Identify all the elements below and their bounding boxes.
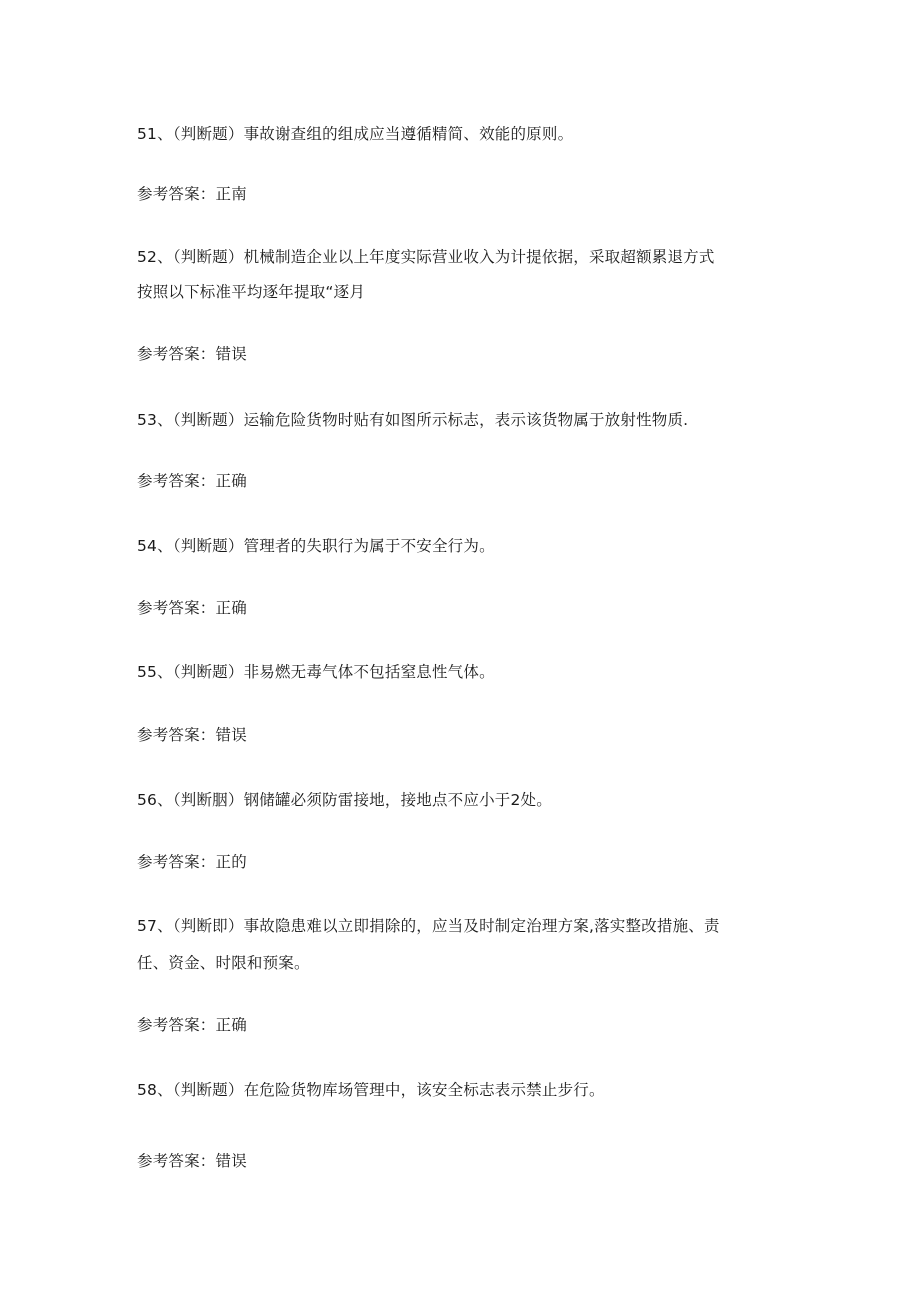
question-54-text: 54、（判断题）管理者的失职行为属于不安全行为。 [137,537,495,555]
question-52-text-line-2: 按照以下标准平均逐年提取“逐月 [137,283,366,301]
question-58-text: 58、（判断题）在危险货物库场管理中，该安全标志表示禁止步行。 [137,1081,605,1099]
question-51-text: 51、（判断题）事故谢查组的组成应当遵循精简、效能的原则。 [137,125,574,143]
question-57-text-line-1: 57、（判断即）事故隐患难以立即捐除的，应当及时制定治理方案,落实整改措施、责 [137,917,720,935]
answer-54: 参考答案：正确 [137,599,247,617]
answer-56: 参考答案：正的 [137,853,247,871]
question-52-text-line-1: 52、（判断题）机械制造企业以上年度实际营业收入为计提依据，采取超额累退方式 [137,248,715,266]
question-53-text: 53、（判断题）运输危险货物时贴有如图所示标志，表示该货物属于放射性物质. [137,411,689,429]
question-56-text: 56、（判断胭）钢储罐必须防雷接地，接地点不应小于2处。 [137,791,552,809]
answer-58: 参考答案：错误 [137,1152,247,1170]
answer-57: 参考答案：正确 [137,1016,247,1034]
question-57-text-line-2: 任、资金、时限和预案。 [137,954,310,972]
answer-55: 参考答案：错误 [137,726,247,744]
answer-52: 参考答案：错误 [137,345,247,363]
question-55-text: 55、（判断题）非易燃无毒气体不包括窒息性气体。 [137,663,495,681]
answer-51: 参考答案：正南 [137,185,247,203]
answer-53: 参考答案：正确 [137,472,247,490]
